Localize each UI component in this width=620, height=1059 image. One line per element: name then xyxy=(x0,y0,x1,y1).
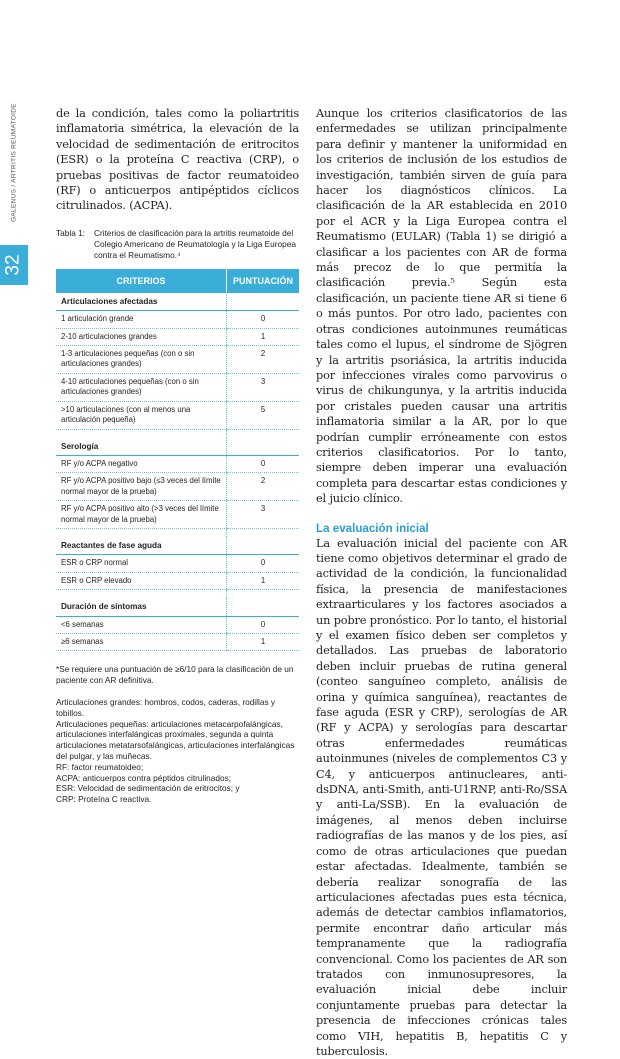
criterion-label: <6 semanas xyxy=(56,616,227,633)
table-row xyxy=(56,373,299,401)
header-puntuacion: PUNTUACIÓN xyxy=(227,269,300,293)
spacer-cell xyxy=(56,429,227,438)
criteria-table-body xyxy=(56,293,299,651)
right-column xyxy=(316,106,567,1059)
spacer-cell xyxy=(56,528,227,537)
section-spacer xyxy=(56,429,299,438)
criterion-label: 4-10 articulaciones pequeñas (con o sin articulaciones grandes) xyxy=(56,373,227,401)
footnote-threshold: *Se requiere una puntuación de ≥6/10 para la clasificación de un paciente con AR definitiva. xyxy=(56,664,294,686)
criteria-table xyxy=(56,269,299,652)
running-head-text: GALENUS / ARTRITIS REUMATOIDE xyxy=(10,103,18,222)
section-score-blank xyxy=(227,438,300,456)
table-caption-text: Criterios de clasificación para la artritis reumatoide del Colegio Americano de Reumatología y la Liga Europea contra el Reumatismo.⁴ xyxy=(94,227,297,260)
criterion-score: 2 xyxy=(227,473,300,501)
section-spacer xyxy=(56,528,299,537)
table-row xyxy=(56,633,299,650)
criterion-label: RF y/o ACPA positivo alto (>3 veces del límite normal mayor de la prueba) xyxy=(56,501,227,529)
section-header-row xyxy=(56,293,299,311)
page-number: 32 xyxy=(2,254,24,276)
criterion-label: RF y/o ACPA negativo xyxy=(56,455,227,472)
right-paragraph-1: Aunque los criterios clasificatorios de las enfermedades se utilizan principalmente para definir y mantener la uniformidad en los criterios de inclusión de los estudios de investigación, también sirven de guía para hacer los diagnósticos clínicos. La clasificación de la AR establecida en 2010 por el ACR y la Liga Europea contra el Reumatismo (EULAR) (Tabla 1) se dirigió a clasificar a los pacientes con AR de forma más precoz de lo que permitía la clasificación previa.⁵ Según esta clasificación, un paciente tiene AR si tiene 6 o más puntos. Por otro lado, pacientes con otras condiciones autoinmunes reumáticas tales como el lupus, el síndrome de Sjögren y la artritis psoriásica, la artritis inducida por infecciones virales como parvovirus o virus de chikungunya, y la artritis inducida por cristales pueden causar una artritis inflamatoria similar a la AR, por lo que podrían cumplir erróneamente con estos criterios clasificatorios. Por lo tanto, siempre deben imperar una evaluación completa para descartar estas condiciones y el juicio clínico. xyxy=(316,107,567,506)
footnote-line: CRP: Proteína C reactiva. xyxy=(56,794,152,805)
left-column xyxy=(56,106,299,805)
table-caption-label: Tabla 1: xyxy=(56,227,86,238)
section-spacer xyxy=(56,590,299,599)
header-criterios: CRITERIOS xyxy=(56,269,227,293)
criterion-score: 1 xyxy=(227,633,300,650)
criterion-label: 1 articulación grande xyxy=(56,311,227,328)
table-caption xyxy=(56,228,299,261)
right-paragraph-2: La evaluación inicial del paciente con AR tiene como objetivos determinar el grado de actividad de la condición, la funcionalidad física, la presencia de manifestaciones extraarticulares y los factores asociados a un pobre pronóstico. Por lo tanto, el historial y el examen físico deben ser completos y detallados. Las pruebas de laboratorio deben incluir pruebas de rutina general (conteo sanguíneo completo, análisis de orina y química sanguínea), reactantes de fase aguda (ESR y CRP), serologías de AR (RF y ACPA) y serologías para descartar otras enfermedades reumáticas autoinmunes (niveles de complementos C3 y C4, y anticuerpos antinucleares, anti-dsDNA, anti-Smith, anti-U1RNP, anti-Ro/SSA y anti-La/SSB). En la evaluación de imágenes, al menos deben incluirse radiografías de las manos y de los pies, así como de otras articulaciones que puedan estar afectadas. Idealmente, también se debería realizar sonografía de las articulaciones afectadas pues esta técnica, además de detectar cambios inflamatorios, permite encontrar daño articular más tempranamente que la radiografía convencional. Como los pacientes de AR son tratados con inmunosupresores, la evaluación inicial debe incluir conjuntamente pruebas para detectar la presencia de infecciones crónicas tales como VIH, hepatitis B, hepatitis C y tuberculosis. xyxy=(316,536,567,1058)
section-title: Serología xyxy=(56,438,227,456)
section-score-blank xyxy=(227,537,300,555)
spacer-cell xyxy=(227,590,300,599)
section-header-row xyxy=(56,598,299,616)
criterion-score: 2 xyxy=(227,346,300,374)
table-footnotes xyxy=(56,664,299,805)
table-row xyxy=(56,346,299,374)
criterion-score: 0 xyxy=(227,616,300,633)
criterion-score: 1 xyxy=(227,572,300,589)
criterion-score: 3 xyxy=(227,373,300,401)
section-title: Articulaciones afectadas xyxy=(56,293,227,311)
footnote-line: RF: factor reumatoideo; xyxy=(56,761,144,772)
criterion-label: RF y/o ACPA positivo bajo (≤3 veces del límite normal mayor de la prueba) xyxy=(56,473,227,501)
criterion-label: ESR o CRP elevado xyxy=(56,572,227,589)
criterion-label: ≥6 semanas xyxy=(56,633,227,650)
left-paragraph: de la condición, tales como la poliartritis inflamatoria simétrica, la elevación de la velocidad de sedimentación de eritrocitos (ESR) o la proteína C reactiva (CRP), o pruebas positivas de factor reumatoideo (RF) o anticuerpos antipéptidos cíclicos citrulinados. (ACPA). xyxy=(56,107,299,213)
spacer-cell xyxy=(56,590,227,599)
criterion-score: 3 xyxy=(227,501,300,529)
criterion-score: 0 xyxy=(227,555,300,572)
section-title: Duración de síntomas xyxy=(56,598,227,616)
section-header-row xyxy=(56,438,299,456)
spacer-cell xyxy=(227,429,300,438)
footnote-line: Articulaciones pequeñas: articulaciones metacarpofalángicas, articulaciones interfalángicas proximales, segunda a quinta articulaciones metatarsofalángicas, articulaciones interfalángicas del pulgar, y las muñecas. xyxy=(56,718,295,761)
page-number-tab xyxy=(0,245,28,285)
table-row xyxy=(56,555,299,572)
footnote-abbreviations xyxy=(56,697,299,805)
section-score-blank xyxy=(227,598,300,616)
table-row xyxy=(56,501,299,529)
table-row xyxy=(56,572,299,589)
section-heading: La evaluación inicial xyxy=(316,521,429,535)
table-row xyxy=(56,473,299,501)
table-row xyxy=(56,401,299,429)
criterion-score: 1 xyxy=(227,328,300,345)
criterion-label: 1-3 articulaciones pequeñas (con o sin articulaciones grandes) xyxy=(56,346,227,374)
section-header-row xyxy=(56,537,299,555)
section-title: Reactantes de fase aguda xyxy=(56,537,227,555)
criterion-label: ESR o CRP normal xyxy=(56,555,227,572)
table-row xyxy=(56,616,299,633)
footnote-line: ESR: Velocidad de sedimentación de eritrocitos; y xyxy=(56,783,240,794)
section-score-blank xyxy=(227,293,300,311)
table-row xyxy=(56,328,299,345)
criterion-label: 2-10 articulaciones grandes xyxy=(56,328,227,345)
criterion-score: 5 xyxy=(227,401,300,429)
spacer-cell xyxy=(227,528,300,537)
table-row xyxy=(56,311,299,328)
criterion-label: >10 articulaciones (con al menos una articulación pequeña) xyxy=(56,401,227,429)
criterion-score: 0 xyxy=(227,311,300,328)
footnote-line: Articulaciones grandes: hombros, codos, caderas, rodillas y tobillos. xyxy=(56,696,276,718)
criterion-score: 0 xyxy=(227,455,300,472)
table-row xyxy=(56,455,299,472)
table-header-row xyxy=(56,269,299,293)
footnote-line: ACPA: anticuerpos contra péptidos citrulinados; xyxy=(56,772,232,783)
